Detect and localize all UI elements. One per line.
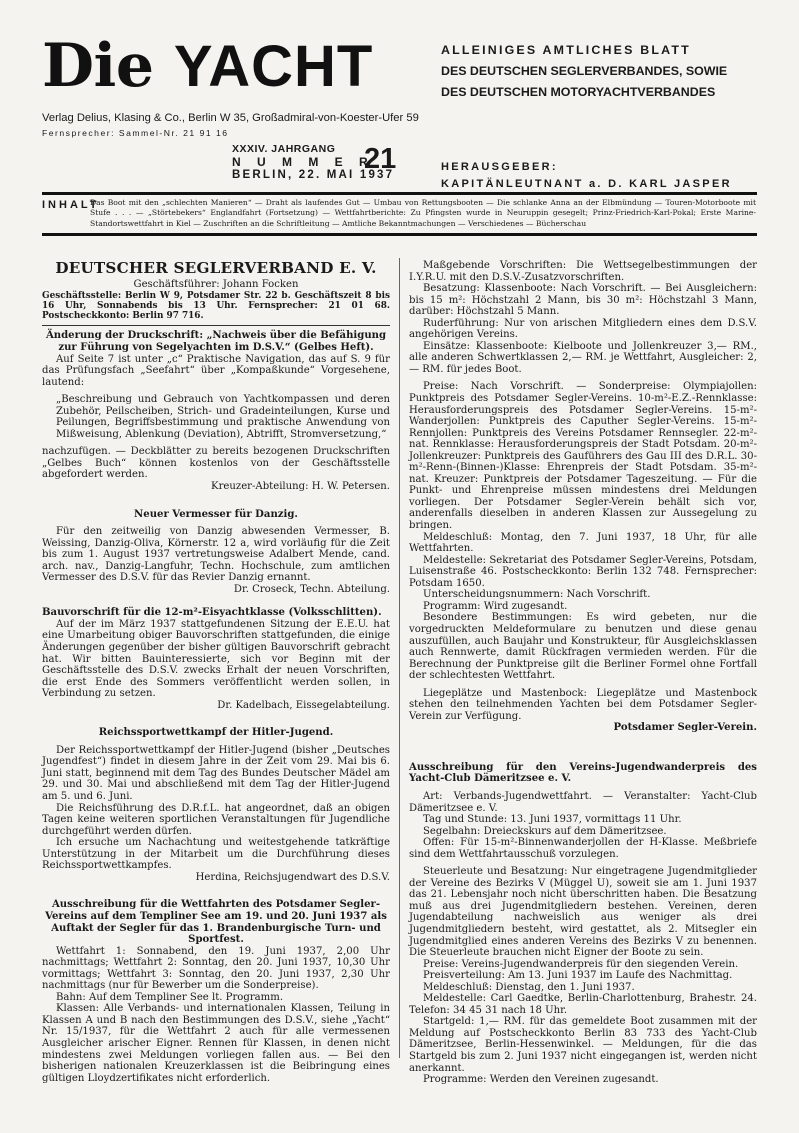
paragraph: Programme: Werden den Vereinen zugesandt. (423, 1074, 659, 1086)
section-title-vermesser: Neuer Vermesser für Danzig. (134, 508, 298, 520)
section-title-druckschrift: Änderung der Druckschrift: „Nachweis über die Befähigung zur Führung von Segelyachten im D.S.V.“ (Gelbes Heft). (45, 330, 387, 353)
paragraph: Wettfahrt 1: Sonnabend, den 19. Juni 1937, 2,00 Uhr nachmittags; Wettfahrt 2: Sonntag, den 20. Juni 1937, 10,30 Uhr vormittags; Wettfahrt 3: Sonntag, den 20. Juni 1937, 2,30 Uhr nachmittags (nur für Bewerber um die Sonderpreise). (42, 945, 390, 992)
paragraph: Auf der im März 1937 stattgefundenen Sitzung der E.E.U. hat eine Umarbeitung obiger Bauvorschriften stattgefunden, die einige Änderungen gegenüber der bisher gültigen Bauvorschrift gebracht hat. Wir bitten Bauinteressierte, sich vor Beginn mit der Geschäftsstelle des D.S.V. zwecks Erhalt der neuen Vorschriften, die erst Ende des Sommers veröffentlicht werden sollen, in Verbindung zu setzen. (42, 618, 390, 700)
paragraph: Meldeschluß: Montag, den 7. Juni 1937, 18 Uhr, für alle Wettfahrten. (409, 531, 757, 555)
paragraph: Art: Verbands-Jugendwettfahrt. — Veranstalter: Yacht-Club Dämeritzsee e. V. (409, 790, 757, 814)
paragraph: Auf Seite 7 ist unter „c“ Praktische Navigation, das auf S. 9 für das Prüfungsfach „Seefahrt“ über „Kompaßkunde“ Vorgesehene, lautend: (42, 353, 390, 388)
paragraph: Besondere Bestimmungen: Es wird gebeten, nur die vorgedruckten Meldeformulare zu benutzen und diese genau auszufüllen, auch Baujahr und Konstrukteur, für Ausgleichsklassen auch Rennwerte, damit Rückfragen vermieden werden. Für die Berechnung der Punktpreise gilt die Berliner Formel ohne Fortfall der schlechtesten Wettfahrt. (409, 612, 757, 682)
paragraph: Segelbahn: Dreieckskurs auf dem Dämeritzsee. (423, 825, 667, 837)
volume-label: XXXIV. JAHRGANG (232, 143, 336, 155)
paragraph: Offen: Für 15-m²-Binnenwanderjollen der H-Klasse. Meßbriefe sind dem Wettfahrtausschuß vorzulegen. (409, 837, 757, 860)
signature: Dr. Croseck, Techn. Abteilung. (233, 583, 390, 595)
paragraph: Einsätze: Klassenboote: Kielboote und Jollenkreuzer 3,— RM., alle anderen Schwertklassen 2,— RM. je Wettfahrt, Ausgleicher: 2,— RM. für jedes Boot. (409, 340, 757, 375)
signature: Herdina, Reichsjugendwart des D.S.V. (195, 871, 390, 883)
paragraph: Unterscheidungsnummern: Nach Vorschrift. (423, 589, 651, 601)
quoted-text: „Beschreibung und Gebrauch von Yachtkompassen und deren Zubehör, Peilscheiben, Strich- und Gradeinteilungen, Kurse und Peilungen, Begriffsbestimmung und praktische Anwendung von Mißweisung, Ablenkung (Deviation), Abtrifft, Stromversetzung,“ (56, 394, 390, 440)
paragraph: Die Reichsführung des D.R.f.L. hat angeordnet, daß an obigen Tagen keine weiteren sportlichen Veranstaltungen für Jugendliche durchgeführt werden dürfen. (42, 802, 390, 837)
signature: Kreuzer-Abteilung: H. W. Petersen. (211, 481, 390, 492)
number-label: N U M M E R (232, 155, 375, 169)
paragraph: Der Reichssportwettkampf der Hitler-Jugend (bisher „Deutsches Jugendfest“) findet in diesem Jahre in der Zeit vom 29. Mai bis 6. Juni statt, beginnend mit dem Tag des Bundes Deutscher Mädel am 29. und 30. Mai und abschließend mit dem Tag der Hitler-Jugend am 5. und 6. Juni. (42, 744, 390, 803)
paragraph: Meldestelle: Carl Gaedtke, Berlin-Charlottenburg, Brahestr. 24. Telefon: 34 45 31 nach 18 Uhr. (409, 993, 757, 1016)
publisher-line: Verlag Delius, Klasing & Co., Berlin W 35, Großadmiral-von-Koester-Ufer 59 (42, 112, 419, 124)
signature: Dr. Kadelbach, Eissegelabteilung. (217, 699, 390, 711)
issue-info (232, 143, 397, 181)
paragraph: Klassen: Alle Verbands- und internationalen Klassen, Teilung in Klassen A und B nach den Bestimmungen des D.S.V., siehe „Yacht“ Nr. 15/1937, für die Wettfahrt 2 auch für alle vermessenen Ausgleicher arischer Eigner. Rennen für Klassen, in denen nicht mindestens zwei Meldungen vorliegen fallen aus. — Bei den bisherigen nationalen Kreuzerklassen ist die Beibringung eines gültigen Lloydzertifikates nicht erforderlich. (42, 1003, 390, 1084)
paragraph: Ich ersuche um Nachachtung und weitestgehende tatkräftige Unterstützung in der Mitarbeit um die Durchführung dieses Reichssportwettkampfes. (42, 837, 390, 872)
issue-number: 21 (364, 143, 397, 175)
managing-director: Geschäftsführer: Johann Focken (133, 279, 299, 290)
paragraph: Steuerleute und Besatzung: Nur eingetragene Jugendmitglieder der Vereine des Bezirks V (Müggel U), soweit sie am 1. Juni 1937 das 21. Lebensjahr noch nicht überschritten haben. Die Besatzung muß aus drei Jugendmitgliedern bestehen. Vereinen, deren Jugendabteilung nachweislich aus weniger als drei Jugendmitgliedern besteht, wird gestattet, als 2. Mitsegler ein Jugendmitglied eines anderen Vereins des Bezirks V zu benennen. Die Steuerleute brauchen nicht Eigner der Boote zu sein. (409, 866, 757, 959)
editor-name: KAPITÄNLEUTNANT a. D. KARL JASPER (441, 178, 732, 190)
paragraph: Für den zeitweilig von Danzig abwesenden Vermesser, B. Weissing, Danzig-Oliva, Körnerstr. 12 a, wird vorläufig für die Zeit bis zum 1. August 1937 vertretungsweise Adalbert Mende, cand. arch. nav., Danzig-Langfuhr, Techn. Hochschule, zum amtlichen Vermesser des D.S.V. für das Revier Danzig ernannt. (42, 526, 390, 584)
official-organ-note (441, 40, 727, 103)
paragraph: Meldestelle: Sekretariat des Potsdamer Segler-Vereins, Potsdam, Luisenstraße 46. Postscheckkonto: Berlin 132 748. Fernsprecher: Potsdam 1650. (409, 554, 757, 589)
section-title-hitler-jugend: Reichssportwettkampf der Hitler-Jugend. (98, 727, 334, 739)
contents-label: INHALT (42, 199, 100, 211)
editor-label: HERAUSGEBER: (441, 161, 558, 173)
paragraph: Programm: Wird zugesandt. (423, 600, 568, 612)
office-info: Geschäftsstelle: Berlin W 9, Potsdamer Str. 22 b. Geschäftszeit 8 bis 16 Uhr, Sonnabends bis 13 Uhr. Fernsprecher: 21 01 68. Postscheckkonto: Berlin 97 716. (42, 290, 390, 322)
paragraph: Preisverteilung: Am 13. Juni 1937 im Laufe des Nachmittag. (423, 970, 733, 982)
paragraph: Besatzung: Klassenboote: Nach Vorschrift. — Bei Ausgleichern: bis 15 m²: Höchstzahl 2 Mann, bis 30 m²: Höchstzahl 3 Mann, darüber: Höchstzahl 5 Mann. (409, 283, 757, 318)
column-separator (399, 258, 400, 1058)
contents-rule (42, 233, 757, 236)
section-title-eisyacht: Bauvorschrift für die 12-m²-Eisyachtklasse (Volksschlitten). (42, 607, 382, 619)
divider (42, 325, 390, 326)
paragraph: Maßgebende Vorschriften: Die Wettsegelbestimmungen der I.Y.R.U. mit den D.S.V.-Zusatzvorschriften. (409, 260, 757, 283)
paragraph: Bahn: Auf dem Templiner See lt. Programm. (56, 991, 284, 1003)
issue-date: BERLIN, 22. MAI 1937 (232, 169, 395, 181)
official-line-1: ALLEINIGES AMTLICHES BLATT (441, 43, 691, 57)
official-line-3: DES DEUTSCHEN MOTORYACHTVERBANDES (441, 85, 716, 99)
section-title-jugendwanderpreis: Ausschreibung für den Vereins-Jugendwanderpreis des Yacht-Club Dämeritzsee e. V. (409, 761, 757, 785)
paragraph: Preise: Vereins-Jugendwanderpreis für den siegenden Verein. (423, 958, 739, 970)
signature: Potsdamer Segler-Verein. (613, 722, 757, 734)
paragraph: Tag und Stunde: 13. Juni 1937, vormittags 11 Uhr. (423, 814, 682, 826)
magazine-logo: Die YACHT (42, 31, 374, 101)
right-column (409, 260, 757, 1086)
paragraph: Startgeld: 1,— RM. für das gemeldete Boot zusammen mit der Meldung auf Postscheckkonto Berlin 83 733 des Yacht-Club Dämeritzsee, Berlin-Hessenwinkel. — Meldungen, für die das Startgeld bis zum 2. Juni 1937 nicht eingegangen ist, werden nicht anerkannt. (409, 1016, 757, 1074)
left-column (42, 260, 390, 1084)
paragraph: nachzufügen. — Deckblätter zu bereits bezogenen Druckschriften „Gelbes Buch“ können kostenlos von der Geschäftsstelle abgefordert werden. (42, 446, 390, 481)
paragraph: Preise: Nach Vorschrift. — Sonderpreise: Olympiajollen: Punktpreis des Potsdamer Segler-Vereins. 10-m²-E.Z.-Rennklasse: Herausforderungspreis des Potsdamer Segler-Vereins. 15-m²-Wanderjollen: Punktpreis des Caputher Segler-Vereins. 15-m²-Rennjollen: Punktpreis des Vereins Potsdamer Rennsegler. 22-m²-nat. Rennklasse: Herausforderungspreis der Stadt Potsdam. 20-m²-Jollenkreuzer: Punktpreis des Gauführers des Gau III des D.R.L. 30-m²-Renn-(Binnen-)Klasse: Ehrenpreis der Stadt Potsdam. 35-m²-nat. Kreuzer: Punktpreis der Potsdamer Tageszeitung. — Für die Punkt- und Ehrenpreise müssen mindestens drei Meldungen vorliegen. Der Potsdamer Segler-Verein behält sich vor, anderenfalls dieselben in anderen Klassen zur Aussegelung zu bringen. (409, 381, 757, 532)
section-title-wettfahrten: Ausschreibung für die Wettfahrten des Potsdamer Segler-Vereins auf dem Templiner See am 19. und 20. Juni 1937 als Auftakt der Segler für das 1. Brandenburgische Turn- und Sportfest. (45, 899, 387, 946)
official-line-2: DES DEUTSCHEN SEGLERVERBANDES, SOWIE (441, 64, 728, 78)
masthead-rule (42, 192, 757, 195)
paragraph: Ruderführung: Nur von arischen Mitgliedern eines dem D.S.V. angehörigen Vereins. (409, 317, 757, 341)
editor-block (441, 159, 732, 193)
association-title: DEUTSCHER SEGLERVERBAND E. V. (55, 259, 377, 277)
contents-text: Das Boot mit den „schlechten Manieren“ — Draht als laufendes Gut — Umbau von Rettungsbooten — Die schlanke Anna an der Elbmündung — Touren-Motorboote mit Stufe . . . — „Störtebekers“ Englandfahrt (Fortsetzung) — Wettfahrtberichte: Zu Pfingsten wurde in Neuruppin gesegelt; Prinz-Friedrich-Karl-Pokal; Erste Marine-Standortswettfahrt in Kiel — Zuschriften an die Schriftleitung — Amtliche Bekanntmachungen — Verschiedenes — Bücherschau (90, 198, 756, 228)
paragraph: Meldeschluß: Dienstag, den 1. Juni 1937. (423, 981, 635, 993)
phone-line: Fernsprecher: Sammel-Nr. 21 91 16 (42, 128, 229, 138)
paragraph: Liegeplätze und Mastenbock: Liegeplätze und Mastenbock stehen den teilnehmenden Yachten bei dem Potsdamer Segler-Verein zur Verfügung. (409, 687, 757, 722)
